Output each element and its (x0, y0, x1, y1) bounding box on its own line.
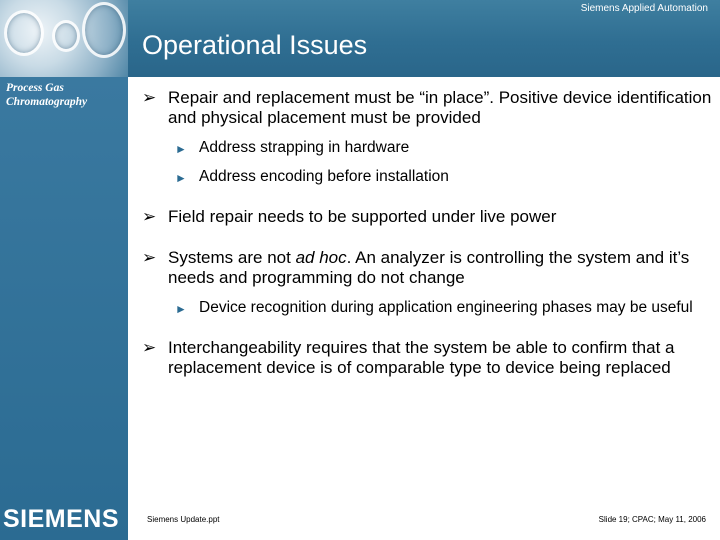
bullet-text: Field repair needs to be supported under live power (168, 207, 557, 226)
bullet-arrow-icon: ➢ (142, 88, 157, 107)
sidebar (0, 77, 128, 540)
company-name: Siemens Applied Automation (580, 3, 708, 14)
sub-bullet-item (142, 299, 712, 317)
sub-bullet-item (142, 168, 712, 186)
footer-slide-info: Slide 19; CPAC; May 11, 2006 (598, 515, 706, 524)
slide-header (0, 0, 720, 77)
bullet-text: Interchangeability requires that the system be able to confirm that a replacement device is of comparable type to device being replaced (168, 338, 675, 377)
lab-glassware-photo (0, 0, 128, 77)
bullet-item (142, 88, 712, 186)
bullet-arrow-icon: ➢ (142, 338, 157, 357)
bullet-text-start: Systems are not (168, 248, 296, 267)
bullet-arrow-icon: ➢ (142, 207, 157, 226)
triangle-right-icon: ► (175, 171, 187, 185)
slide-content (142, 88, 712, 399)
bullet-item (142, 248, 712, 317)
sub-bullet-text: Address encoding before installation (199, 168, 449, 185)
bullet-item (142, 338, 712, 378)
section-label: Process Gas Chromatography (6, 82, 88, 108)
siemens-logo: SIEMENS (3, 505, 120, 533)
footer-filename: Siemens Update.ppt (147, 515, 220, 524)
slide-title: Operational Issues (142, 30, 368, 60)
bullet-text-italic: ad hoc (295, 248, 347, 267)
bullet-item (142, 207, 712, 227)
triangle-right-icon: ► (175, 142, 187, 156)
bullet-text: Repair and replacement must be “in place”. Positive device identification and physical placement must be provided (168, 88, 712, 127)
bullet-text-end: . An analyzer is controlling the system and it’s needs and programming do not change (168, 248, 690, 287)
triangle-right-icon: ► (175, 302, 187, 316)
sub-bullet-item (142, 139, 712, 157)
sub-bullet-text: Device recognition during application engineering phases may be useful (199, 299, 693, 316)
sub-bullet-text: Address strapping in hardware (199, 139, 410, 156)
bullet-arrow-icon: ➢ (142, 248, 157, 267)
